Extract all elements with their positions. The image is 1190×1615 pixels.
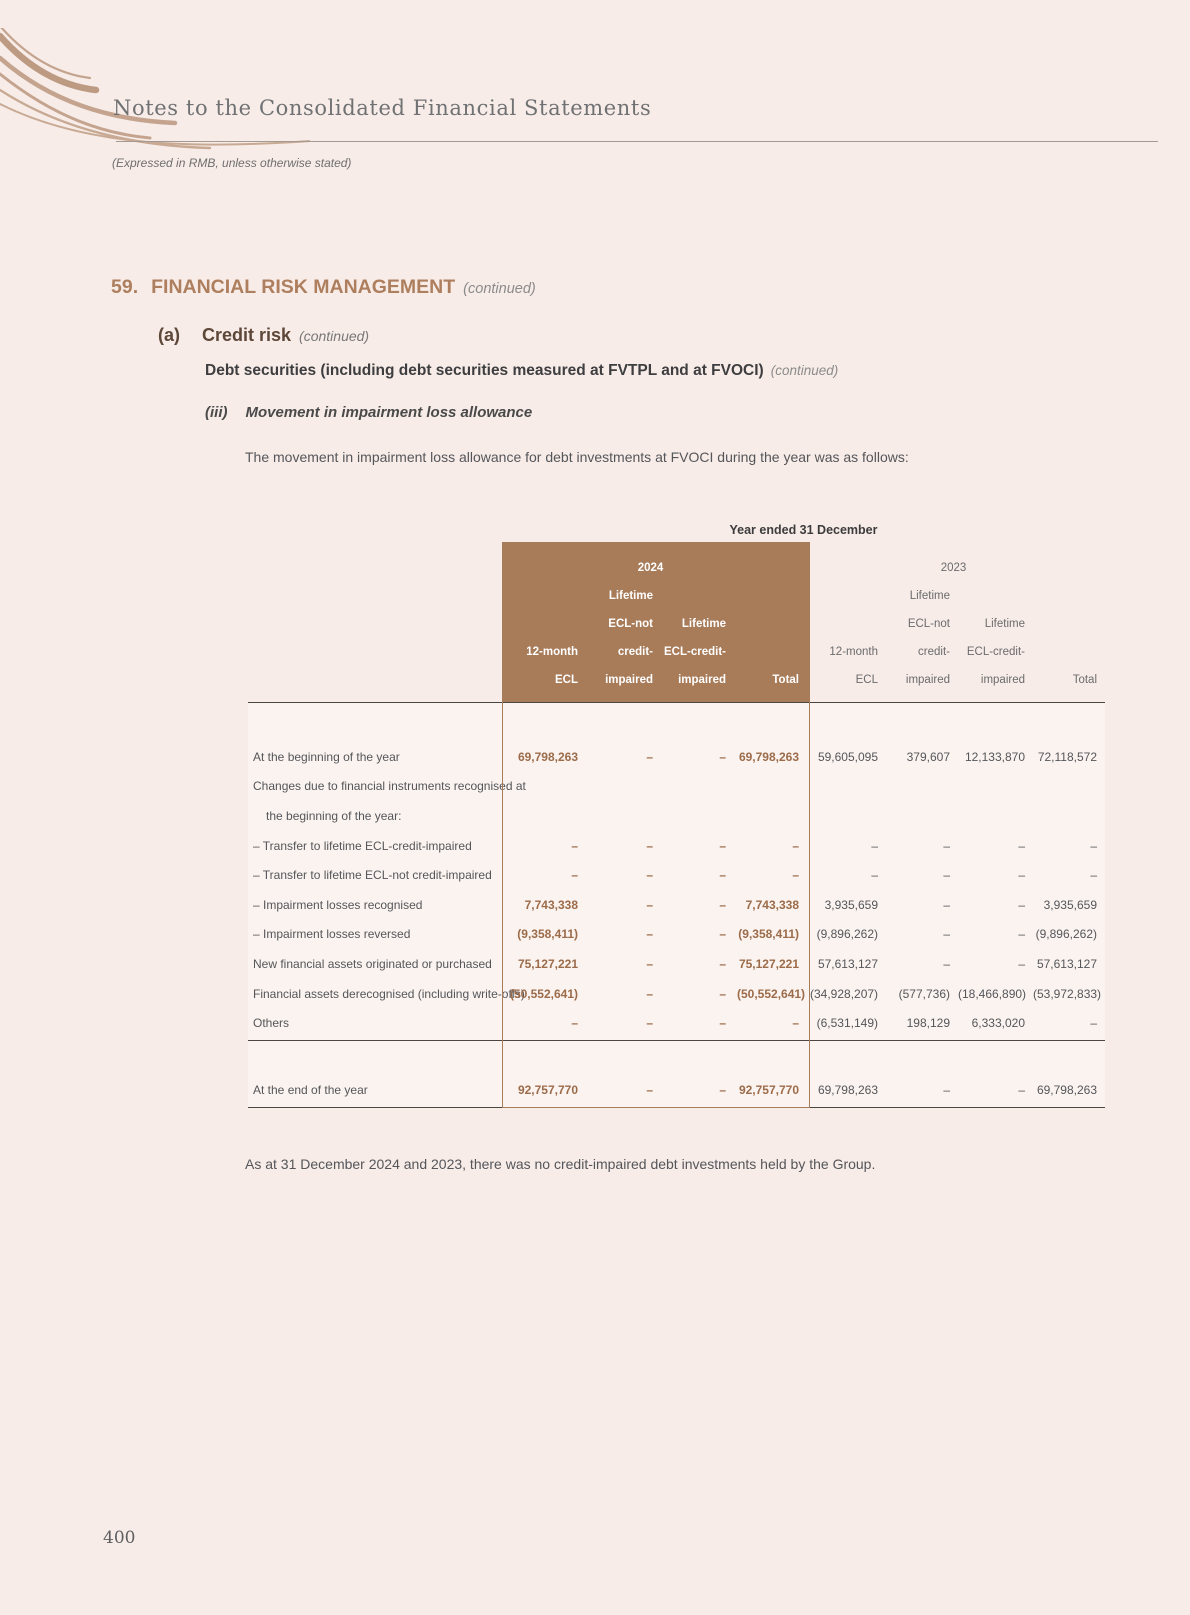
cell-2024: 7,743,338 [745,897,799,912]
cell-2023: – [943,868,950,883]
cell-2024: 69,798,263 [517,749,578,764]
cell-2023: – [1018,956,1025,971]
row-label: – Impairment losses reversed [253,927,411,942]
document-title: Notes to the Consolidated Financial Statements [113,96,652,120]
cell-2024: 92,757,770 [517,1082,578,1097]
cell-2024: 92,757,770 [738,1082,799,1097]
cell-2023: – [1018,1082,1025,1097]
cell-2024: – [646,868,653,883]
section-title: FINANCIAL RISK MANAGEMENT [151,276,456,298]
cell-2023: 59,605,095 [817,749,878,764]
debt-securities-title: Debt securities (including debt securities measured at FVTPL and at FVOCI) [205,362,764,379]
section-heading [111,276,536,299]
section-number: 59. [111,276,139,298]
decorative-swoosh-icon [0,28,310,158]
cell-2024: (9,358,411) [517,927,578,942]
column-header: Total [1072,674,1097,686]
column-header: impaired [905,674,950,686]
subsection-letter: (a) [158,325,180,345]
year-2024-label: 2024 [637,562,664,574]
debt-securities-continued: (continued) [770,363,839,378]
column-header: Total [772,674,799,686]
cell-2023: (18,466,890) [958,986,1027,1001]
cell-2024: – [646,986,653,1001]
cell-2023: (9,896,262) [816,927,878,942]
row-label: – Impairment losses recognised [253,897,423,912]
cell-2023: – [1018,927,1025,942]
table-row [248,920,1105,950]
column-header: 12-month [526,646,578,658]
cell-2024: 75,127,221 [738,956,799,971]
cell-2023: 57,613,127 [1036,956,1097,971]
header-rule [116,141,1158,142]
cell-2024: – [719,927,726,942]
table-body-main [248,702,1105,1038]
column-header: ECL-credit- [966,646,1025,658]
cell-2024: – [571,1016,578,1031]
cell-2024: – [646,749,653,764]
cell-2023: – [943,1082,950,1097]
cell-2023: (6,531,149) [816,1016,878,1031]
cell-2024: – [719,868,726,883]
item-title: Movement in impairment loss allowance [245,404,533,421]
cell-2023: – [1018,868,1025,883]
cell-2023: 69,798,263 [1036,1082,1097,1097]
cell-2023: (34,928,207) [810,986,879,1001]
cell-2023: – [1018,838,1025,853]
row-label: Changes due to financial instruments recognised at [253,779,526,794]
cell-2024: – [719,956,726,971]
table-row [248,831,1105,861]
debt-securities-heading [205,362,838,380]
cell-2024: – [719,897,726,912]
cell-2024: – [646,927,653,942]
cell-2024: – [719,749,726,764]
subsection-heading [158,325,369,346]
cell-2023: 12,133,870 [964,749,1025,764]
document-subtitle: (Expressed in RMB, unless otherwise stated) [112,156,352,170]
cell-2023: – [943,956,950,971]
cell-2023: – [943,897,950,912]
total-row [248,1073,1105,1107]
cell-2024: – [646,838,653,853]
cell-2024: – [792,868,799,883]
column-header: ECL-credit- [664,646,726,658]
cell-2023: 72,118,572 [1037,749,1097,764]
column-header: ECL-not [907,618,950,630]
cell-2023: – [1018,897,1025,912]
cell-2023: – [871,868,878,883]
cell-2023: (577,736) [898,986,950,1001]
item-roman: (iii) [205,404,228,421]
cell-2024: – [719,1016,726,1031]
year-2023-label: 2023 [940,562,967,574]
table-row [248,860,1105,890]
table-caption: Year ended 31 December [729,523,878,537]
row-label: – Transfer to lifetime ECL-not credit-impaired [253,868,492,883]
column-header: credit- [617,646,653,658]
cell-2023: – [943,838,950,853]
table-row [248,890,1105,920]
subsection-title: Credit risk [202,325,292,345]
table-row [248,772,1105,802]
column-header: Lifetime [984,618,1025,630]
column-header: ECL [855,674,878,686]
cell-2024: – [792,1016,799,1031]
table-header-rule [248,702,1105,703]
table-body-total [248,1041,1105,1107]
cell-2024: – [719,838,726,853]
column-header: impaired [678,674,726,686]
row-label: the beginning of the year: [266,808,402,823]
row-label: At the beginning of the year [253,749,400,764]
cell-2023: – [1090,838,1097,853]
cell-2023: – [871,838,878,853]
subsection-continued: (continued) [299,328,370,344]
row-label: At the end of the year [253,1082,368,1097]
cell-2023: 6,333,020 [971,1016,1025,1031]
cell-2024: – [719,986,726,1001]
cell-2024: – [646,1016,653,1031]
cell-2023: 57,613,127 [817,956,878,971]
closing-paragraph: As at 31 December 2024 and 2023, there was no credit-impaired debt investments held by the Group. [245,1156,876,1172]
cell-2024: (50,552,641) [737,986,806,1001]
cell-2023: – [1090,868,1097,883]
intro-paragraph: The movement in impairment loss allowance for debt investments at FVOCI during the year was as follows: [245,449,909,465]
table-row [248,801,1105,831]
table-header [248,542,1105,702]
cell-2023: 3,935,659 [1043,897,1097,912]
table-row [248,979,1105,1009]
row-label: Others [253,1016,290,1031]
column-header: Lifetime [681,618,726,630]
column-header: impaired [980,674,1025,686]
cell-2024: – [571,868,578,883]
column-header: ECL-not [608,618,653,630]
cell-2024: – [719,1082,726,1097]
movement-heading [205,404,532,421]
cell-2024: 75,127,221 [517,956,578,971]
column-header: credit- [918,646,950,658]
row-label: Financial assets derecognised (including write-offs) [253,986,525,1001]
table-body [248,702,1105,1108]
cell-2023: (9,896,262) [1035,927,1097,942]
cell-2024: 69,798,263 [738,749,799,764]
cell-2024: – [646,897,653,912]
column-header: ECL [555,674,578,686]
cell-2023: – [943,927,950,942]
column-header: impaired [605,674,653,686]
column-header: 12-month [829,646,878,658]
page-number: 400 [103,1528,136,1548]
cell-2023: – [1090,1016,1097,1031]
table-row [248,949,1105,979]
cell-2024: – [646,1082,653,1097]
cell-2024: – [571,838,578,853]
cell-2023: 3,935,659 [824,897,878,912]
cell-2023: 379,607 [906,749,950,764]
cell-2024: – [792,838,799,853]
table-row [248,1008,1105,1038]
column-header: Lifetime [909,590,950,602]
cell-2023: 69,798,263 [817,1082,878,1097]
table-bottom-rule [248,1107,1105,1108]
row-label: New financial assets originated or purchased [253,956,492,971]
cell-2024: 7,743,338 [524,897,578,912]
table-row [248,742,1105,772]
cell-2024: – [646,956,653,971]
row-label: – Transfer to lifetime ECL-credit-impaired [253,838,472,853]
column-header: Lifetime [608,590,653,602]
cell-2023: (53,972,833) [1033,986,1102,1001]
section-continued: (continued) [463,281,536,297]
cell-2024: (50,552,641) [509,986,578,1001]
cell-2024: (9,358,411) [738,927,799,942]
cell-2023: 198,129 [906,1016,950,1031]
